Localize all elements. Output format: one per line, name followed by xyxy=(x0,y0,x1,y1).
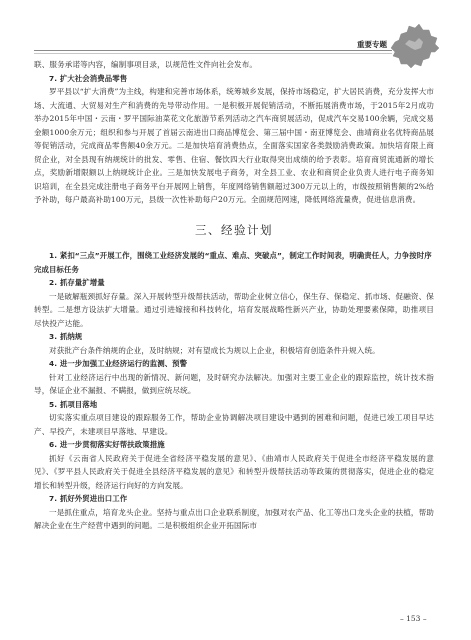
paragraph-intro: 联、服务承诺等内容，编制事项目录，以规范性文件向社会发布。 xyxy=(34,60,258,69)
page-number: – 153 – xyxy=(400,614,427,623)
paragraph-7-consumption: 罗平县以“扩大消费”为主线，构建和完善市场体系，统筹城乡发展，保持市场稳定，扩大居民消费，充分发挥大市场、大流通、大贸易对生产和消费的先导带动作用。一是积极开展促销活动，不断拓展消费市场，于2015年2月成功举办2015年中国・云南・罗平国际油菜花文化旅游节系列活动之汽车商贸展活动，促成汽车交易100余辆，完成交易金额1000余万元；组织和参与开展了首届云南进出口商品博览会、第三届中国・南亚博览会、曲靖商业名优特商品展等促销活动，完成商品零售额40余万元。二是加快培育消费热点，全面落实国家各类鼓励消费政策。加快培育限上商贸企业，对全县现有纳规统计的批发、零售、住宿、餐饮四大行业取得突出成绩的给予表彰。培育商贸流通新的增长点，奖励新增限额以上纳规统计企业。三是加快发展电子商务，对全县工业、农业和商贸企业负责人进行电子商务知识培训，在全县完成注册电子商务平台开展网上销售，年度网络销售额超过300万元以上的，市级按照销售额的2%给予补助，每户最高补助100万元，县级一次性补助每户20万元。全面规范网速，降低网络流量费，促进信息消费。 xyxy=(34,87,434,204)
document-body xyxy=(34,58,434,533)
heading-7-foreign-trade: 7. 抓好外贸进出口工作 xyxy=(49,494,128,503)
header-rule-secondary xyxy=(34,53,392,54)
paragraph-3-regulation: 对获批产台条件纳规的企业，及时纳规；对有望成长为规以上企业，积极培育创造条件升规入统。 xyxy=(49,345,380,355)
paragraph-6-policies: 抓好《云南省人民政府关于促进全省经济平稳发展的意见》、《曲靖市人民政府关于促进全市经济平稳发展的意见》、《罗平县人民政府关于促进全县经济平稳发展的意见》和转型升级帮扶活动等政策的贯彻落实，促进企业的稳定增长和转型升级，经济运行向好的方向发展。 xyxy=(34,453,434,490)
heading-1-three-points: 1. 紧扣“三点”开展工作，围绕工业经济发展的“重点、难点、突破点”，制定工作时间表，明确责任人，力争按时序完成目标任务 xyxy=(34,251,432,274)
heading-7-consumption: 7. 扩大社会消费品零售 xyxy=(49,73,128,83)
heading-2-stock-increment: 2. 抓存量扩增量 xyxy=(49,278,105,287)
header-rule xyxy=(34,50,392,51)
paragraph-2-stock-increment: 一是破解瓶颈抓好存量。深入开展转型升级帮扶活动，帮助企业树立信心，保生存、保稳定、抓市场、促融资、保转型。二是想方设法扩大增量。通过引进嫁接和科技转化，培育发展战略性新兴产业，协助处理要素保障，助推项目尽快投产达能。 xyxy=(34,291,434,328)
section-title: 三、经验计划 xyxy=(195,222,273,237)
heading-4-monitoring: 4. 进一步加强工业经济运行的监测、预警 xyxy=(49,359,188,368)
paragraph-4-monitoring: 针对工业经济运行中出现的新情况、新问题，及时研究办法解决。加强对主要工业企业的跟踪监控，统计技术指导，保证企业不漏报、不瞒报，做到应统尽统。 xyxy=(34,372,434,395)
section-tag: 重要专题 xyxy=(357,40,387,49)
paragraph-5-projects: 切实落实重点项目建设的跟踪服务工作，帮助企业协调解决项目建设中遇到的困难和问题，促进已竣工项目早达产、早投产，未建项目早落地、早建设。 xyxy=(34,413,434,436)
heading-6-policies: 6. 进一步贯彻落实好帮扶政策措施 xyxy=(49,440,165,449)
heading-3-regulation: 3. 抓纳规 xyxy=(49,332,83,341)
paragraph-7-foreign-trade: 一是抓住重点，培育龙头企业。坚持与重点出口企业联系制度，加强对农产品、化工等出口龙头企业的扶植，帮助解决企业在生产经营中遇到的问题。二是积极组织企业开拓国际市 xyxy=(34,507,434,530)
heading-5-projects: 5. 抓项目落地 xyxy=(49,399,98,409)
